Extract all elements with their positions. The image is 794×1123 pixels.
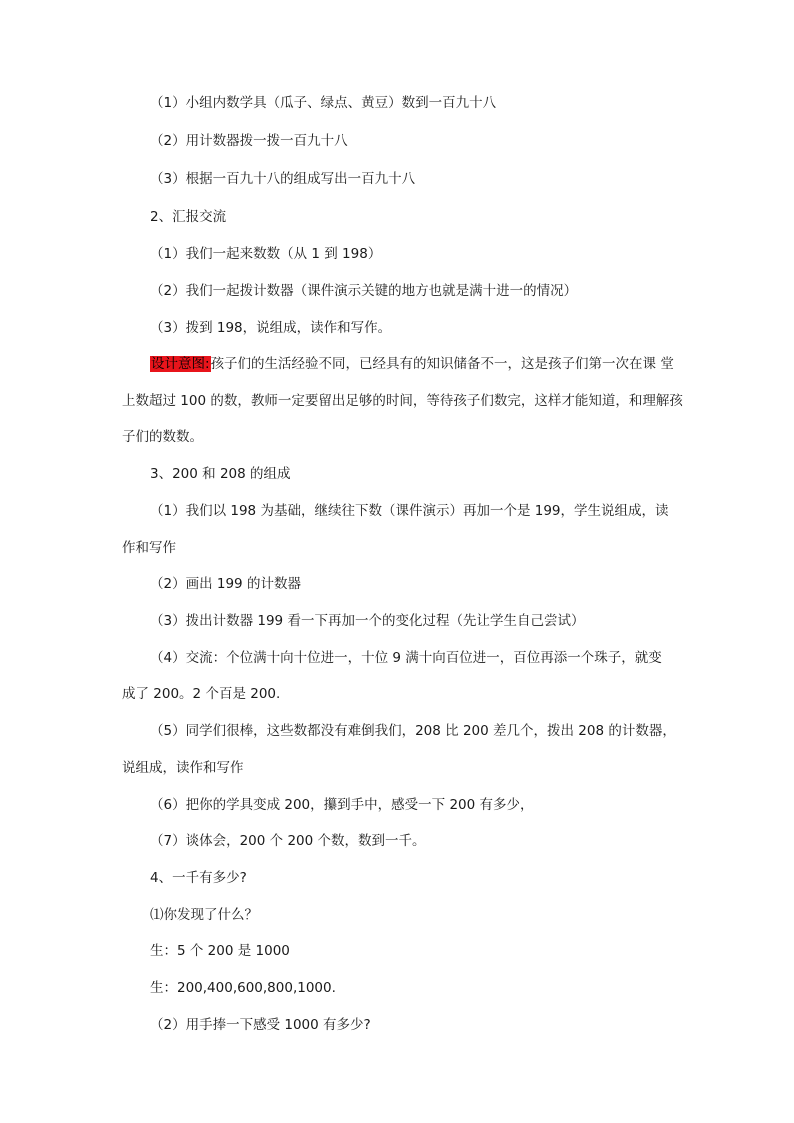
section-3-item-2: （2）画出 199 的计数器: [150, 576, 301, 592]
section-4-answer-2: 生：200,400,600,800,1000.: [150, 980, 336, 996]
section-3-item-4-line-1: （4）交流：个位满十向十位进一，十位 9 满十向百位进一，百位再添一个珠子，就变: [150, 650, 662, 666]
section-4-answer-1: 生：5 个 200 是 1000: [150, 943, 290, 959]
section-4-question-2: （2）用手捧一下感受 1000 有多少?: [150, 1017, 371, 1033]
design-note-line-1: [150, 354, 674, 374]
section-4-question-1: ⑴你发现了什么？: [150, 907, 258, 923]
step-3-write-number: （3）根据一百九十八的组成写出一百九十八: [150, 171, 416, 187]
section-3-item-1-line-2: 作和写作: [122, 540, 176, 556]
heading-report-exchange: 2、汇报交流: [150, 209, 227, 225]
section-3-item-7: （7）谈体会，200 个 200 个数，数到一千。: [150, 833, 426, 849]
section-3-heading: 3、200 和 208 的组成: [150, 466, 291, 482]
section-3-item-5-line-1: （5）同学们很棒，这些数都没有难倒我们，208 比 200 差几个，拨出 208 的计数器，: [150, 723, 676, 739]
report-item-2: （2）我们一起拨计数器（课件演示关键的地方也就是满十进一的情况）: [150, 283, 578, 299]
design-note-line-2: 上数超过 100 的数，教师一定要留出足够的时间，等待孩子们数完，这样才能知道，和理解孩: [122, 393, 683, 409]
design-note-text-1: 孩子们的生活经验不同，已经具有的知识储备不一，这是孩子们第一次在课 堂: [210, 356, 674, 372]
section-3-item-5-line-2: 说组成，读作和写作: [122, 760, 244, 776]
design-note-label: 设计意图:: [151, 356, 210, 372]
step-2-use-counter: （2）用计数器拨一拨一百九十八: [150, 133, 348, 149]
section-3-item-6: （6）把你的学具变成 200，攥到手中，感受一下 200 有多少，: [150, 797, 534, 813]
section-4-heading: 4、一千有多少?: [150, 870, 247, 886]
section-3-item-4-line-2: 成了 200。2 个百是 200.: [122, 686, 281, 702]
section-3-item-1-line-1: （1）我们以 198 为基础，继续往下数（课件演示）再加一个是 199，学生说组成，读: [150, 503, 669, 519]
step-1-count-tools: （1）小组内数学具（瓜子、绿点、黄豆）数到一百九十八: [150, 95, 497, 111]
report-item-1: （1）我们一起来数数（从 1 到 198）: [150, 246, 382, 262]
report-item-3: （3）拨到 198，说组成，读作和写作。: [150, 320, 392, 336]
design-note-line-3: 子们的数数。: [122, 429, 203, 445]
section-3-item-3: （3）拨出计数器 199 看一下再加一个的变化过程（先让学生自己尝试）: [150, 613, 585, 629]
